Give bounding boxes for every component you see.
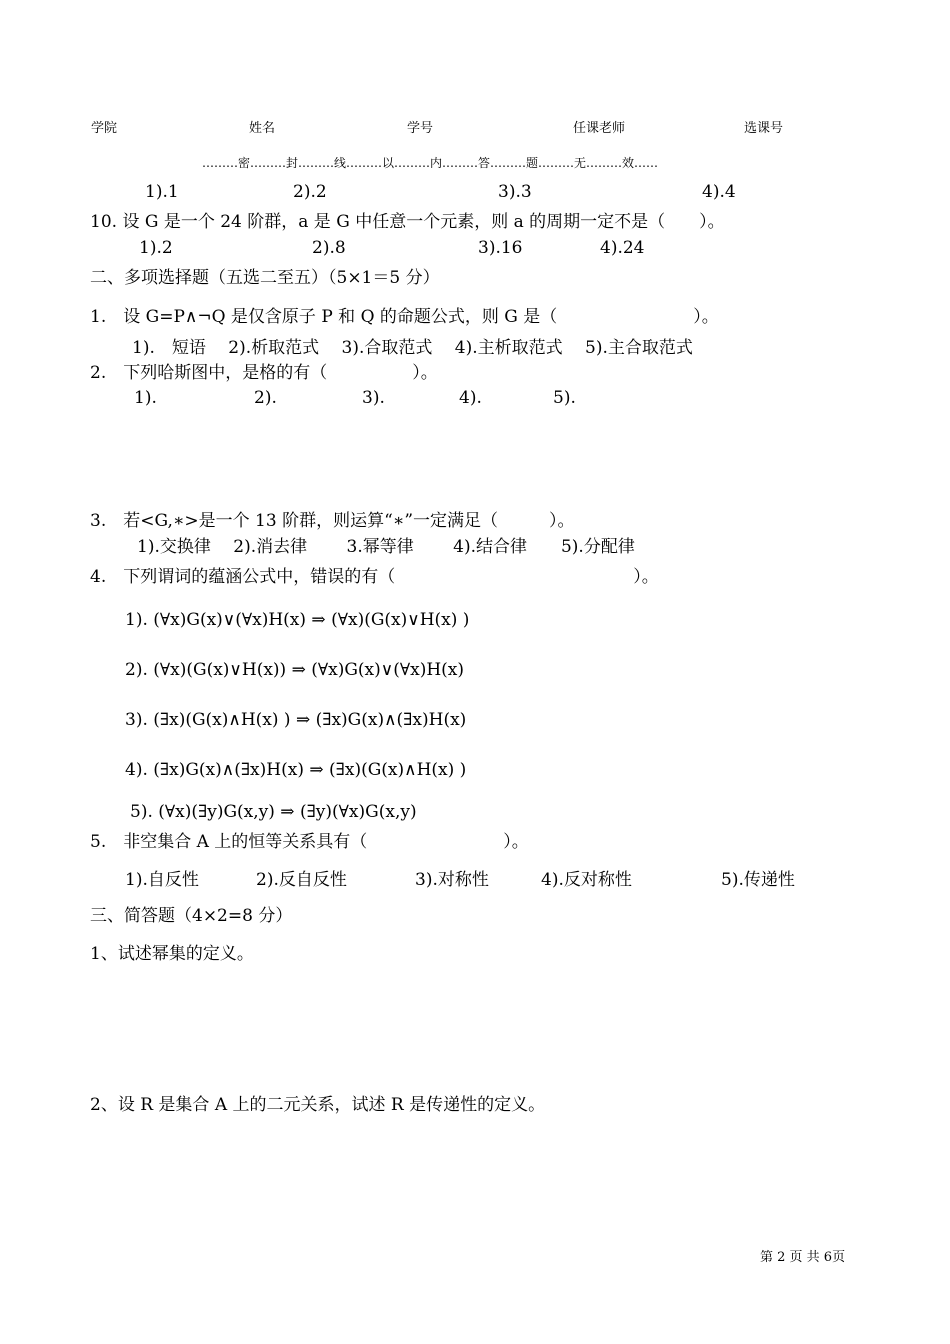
q9-option-1: 1).1 [145,182,179,202]
s2-q4-formula-4: 4). (∃x)G(x)∧(∃x)H(x) ⇒ (∃x)(G(x)∧H(x) ) [125,760,467,780]
header-teacher-label: 任课老师 [573,121,626,136]
q10-option-2: 2).8 [312,238,346,258]
s2-q2-option-5: 5). [553,388,576,408]
q10-option-1: 1).2 [139,238,173,258]
q9-option-2: 2).2 [293,182,327,202]
seal-line: ………密………封………线………以………内………答………题………无………效…… [202,156,659,170]
q9-option-3: 3).3 [498,182,532,202]
s2-q4-formula-3: 3). (∃x)(G(x)∧H(x) ) ⇒ (∃x)G(x)∧(∃x)H(x) [125,710,467,730]
section2-title: 二、多项选择题（五选二至五）（5×1＝5 分） [90,268,440,288]
header-course-no-label: 选课号 [744,121,784,136]
s2-q2-option-4: 4). [459,388,482,408]
s2-q2-option-3: 3). [362,388,385,408]
s2-q3-options: 1).交换律 2).消去律 3.幂等律 4).结合律 5).分配律 [137,537,635,557]
s2-q4-formula-5: 5). (∀x)(∃y)G(x,y) ⇒ (∃y)(∀x)G(x,y) [130,802,417,822]
s2-q5-option-3: 3).对称性 [415,870,489,890]
q10-option-3: 3).16 [478,238,523,258]
s2-q3-stem: 3. 若<G,∗>是一个 13 阶群，则运算“∗”一定满足（ ）。 [90,511,575,531]
s2-q2-option-1: 1). [134,388,157,408]
s2-q4-stem: 4. 下列谓词的蕴涵公式中，错误的有（ ）。 [90,567,659,587]
s2-q2-stem: 2. 下列哈斯图中，是格的有（ ）。 [90,363,438,383]
header-name-label: 姓名 [249,121,276,136]
s2-q5-option-1: 1).自反性 [125,870,199,890]
q10-stem: 10. 设 G 是一个 24 阶群，a 是 G 中任意一个元素，则 a 的周期一定不是（ ）。 [90,212,725,232]
s3-q2: 2、设 R 是集合 A 上的二元关系，试述 R 是传递性的定义。 [90,1095,546,1115]
q10-option-4: 4).24 [600,238,645,258]
header-student-id-label: 学号 [407,121,434,136]
s2-q4-formula-1: 1). (∀x)G(x)∨(∀x)H(x) ⇒ (∀x)(G(x)∨H(x) ) [125,610,470,630]
s2-q5-option-2: 2).反自反性 [256,870,347,890]
q9-option-4: 4).4 [702,182,736,202]
section3-title: 三、简答题（4×2=8 分） [90,906,293,926]
s3-q1: 1、试述幂集的定义。 [90,944,254,964]
s2-q5-option-5: 5).传递性 [721,870,795,890]
s2-q2-option-2: 2). [254,388,277,408]
s2-q4-formula-2: 2). (∀x)(G(x)∨H(x)) ⇒ (∀x)G(x)∨(∀x)H(x) [125,660,465,680]
page-number: 第 2 页 共 6页 [760,1250,846,1265]
header-college-label: 学院 [91,121,118,136]
s2-q5-stem: 5. 非空集合 A 上的恒等关系具有（ ）。 [90,832,529,852]
s2-q5-option-4: 4).反对称性 [541,870,632,890]
s2-q1-options: 1). 短语 2).析取范式 3).合取范式 4).主析取范式 5).主合取范式 [132,338,693,358]
s2-q1-stem: 1. 设 G=P∧¬Q 是仅含原子 P 和 Q 的命题公式，则 G 是（ ）。 [90,307,719,327]
